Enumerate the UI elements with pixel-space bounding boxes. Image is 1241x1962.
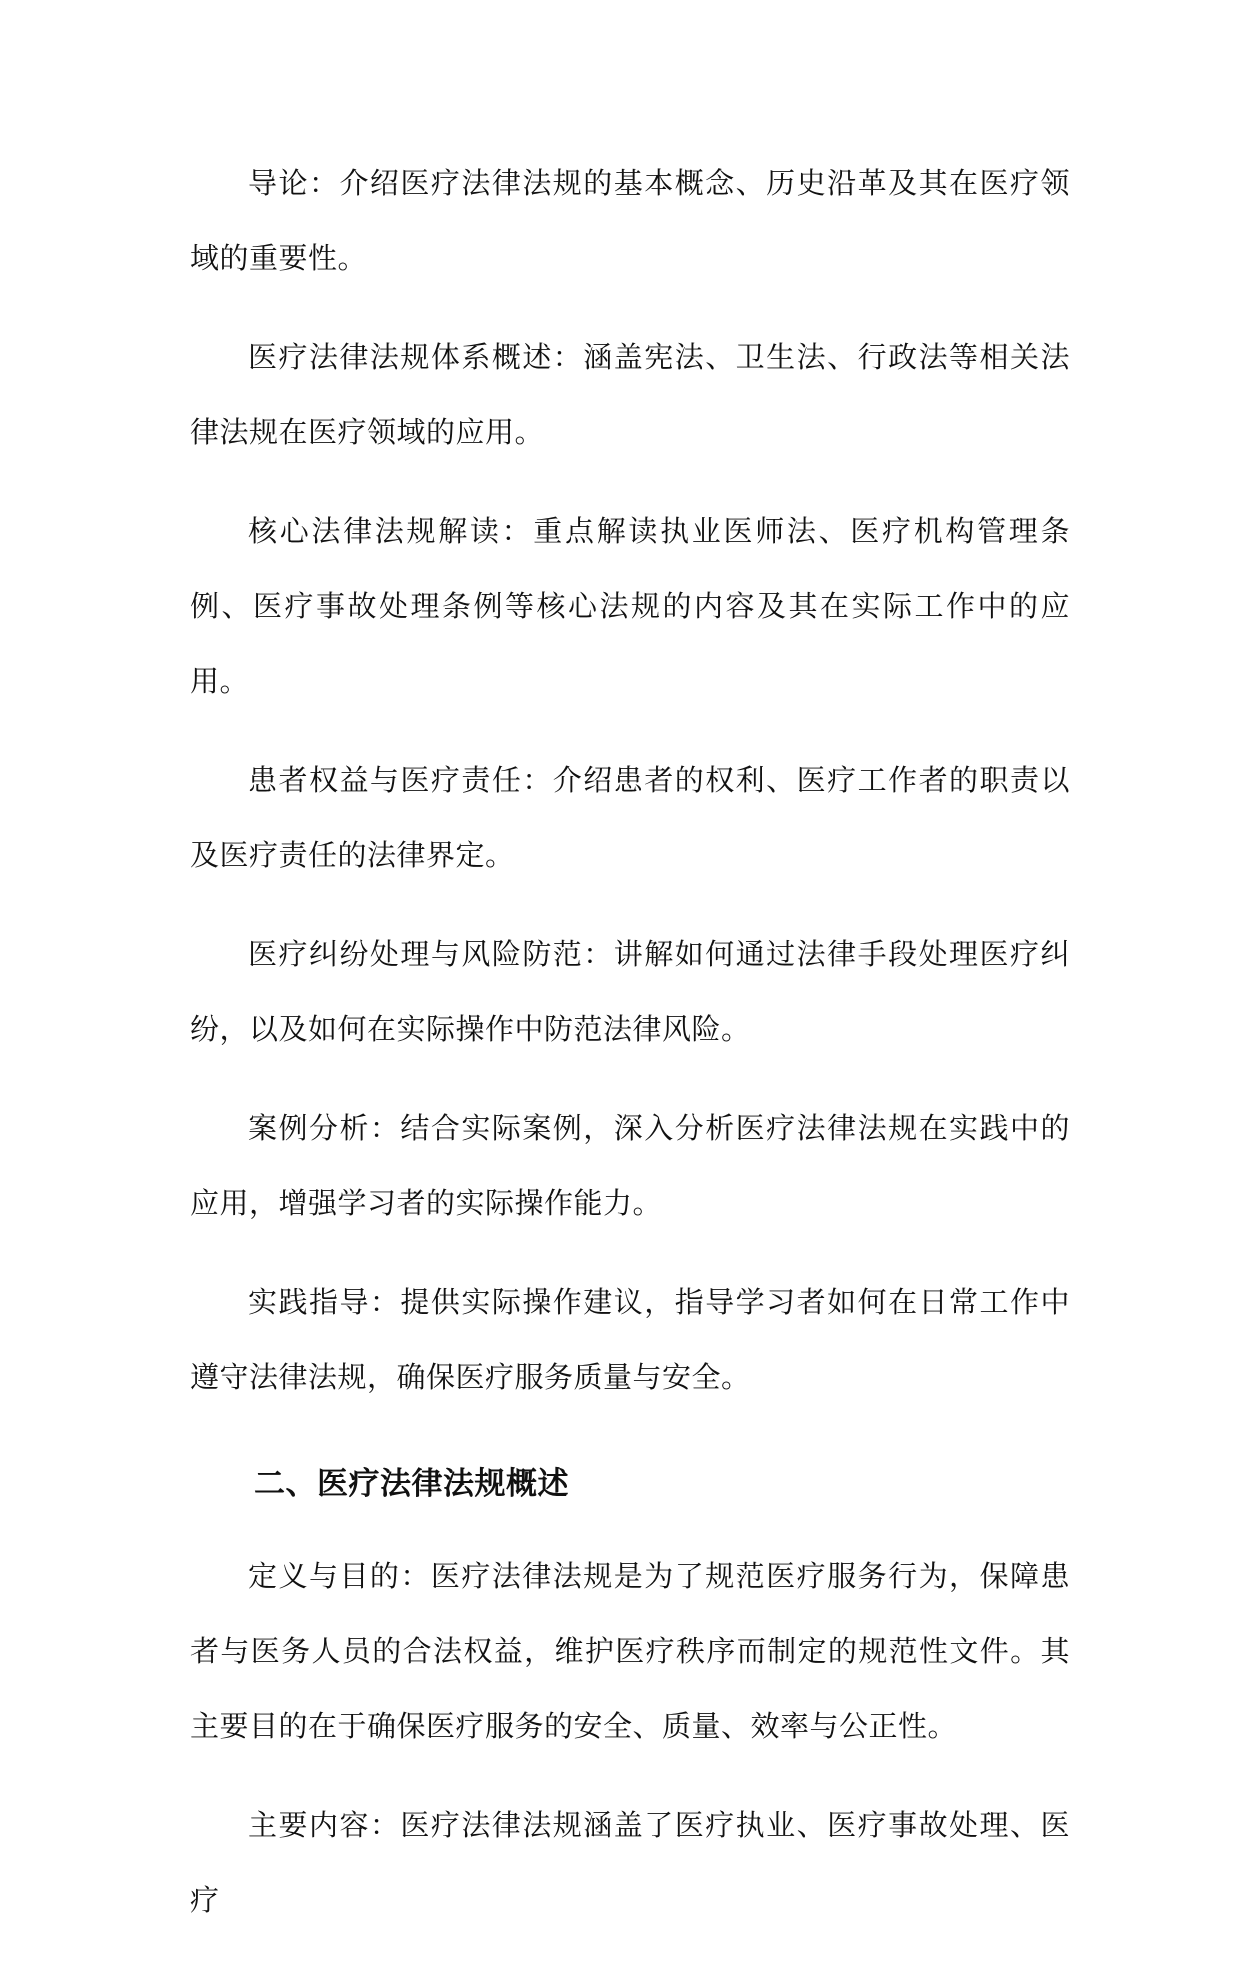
paragraph-definition-purpose: 定义与目的：医疗法律法规是为了规范医疗服务行为，保障患者与医务人员的合法权益，维护医疗秩序而制定的规范性文件。其主要目的在于确保医疗服务的安全、质量、效率与公正性。 bbox=[190, 1559, 1070, 1743]
paragraph-core-regulations: 核心法律法规解读：重点解读执业医师法、医疗机构管理条例、医疗事故处理条例等核心法规的内容及其在实际工作中的应用。 bbox=[190, 514, 1070, 698]
paragraph-legal-system-overview: 医疗法律法规体系概述：涵盖宪法、卫生法、行政法等相关法律法规在医疗领域的应用。 bbox=[190, 340, 1070, 449]
paragraph-introduction: 导论：介绍医疗法律法规的基本概念、历史沿革及其在医疗领域的重要性。 bbox=[190, 166, 1070, 275]
paragraph-case-analysis: 案例分析：结合实际案例，深入分析医疗法律法规在实践中的应用，增强学习者的实际操作能力。 bbox=[190, 1111, 1070, 1220]
paragraph-dispute-handling: 医疗纠纷处理与风险防范：讲解如何通过法律手段处理医疗纠纷，以及如何在实际操作中防范法律风险。 bbox=[190, 937, 1070, 1046]
paragraph-patient-rights: 患者权益与医疗责任：介绍患者的权利、医疗工作者的职责以及医疗责任的法律界定。 bbox=[190, 763, 1070, 872]
paragraph-main-content: 主要内容：医疗法律法规涵盖了医疗执业、医疗事故处理、医疗 bbox=[190, 1808, 1070, 1917]
paragraph-practice-guidance: 实践指导：提供实际操作建议，指导学习者如何在日常工作中遵守法律法规，确保医疗服务质量与安全。 bbox=[190, 1285, 1070, 1394]
section-heading: 二、医疗法律法规概述 bbox=[254, 1466, 569, 1502]
document-body bbox=[190, 146, 1070, 1962]
